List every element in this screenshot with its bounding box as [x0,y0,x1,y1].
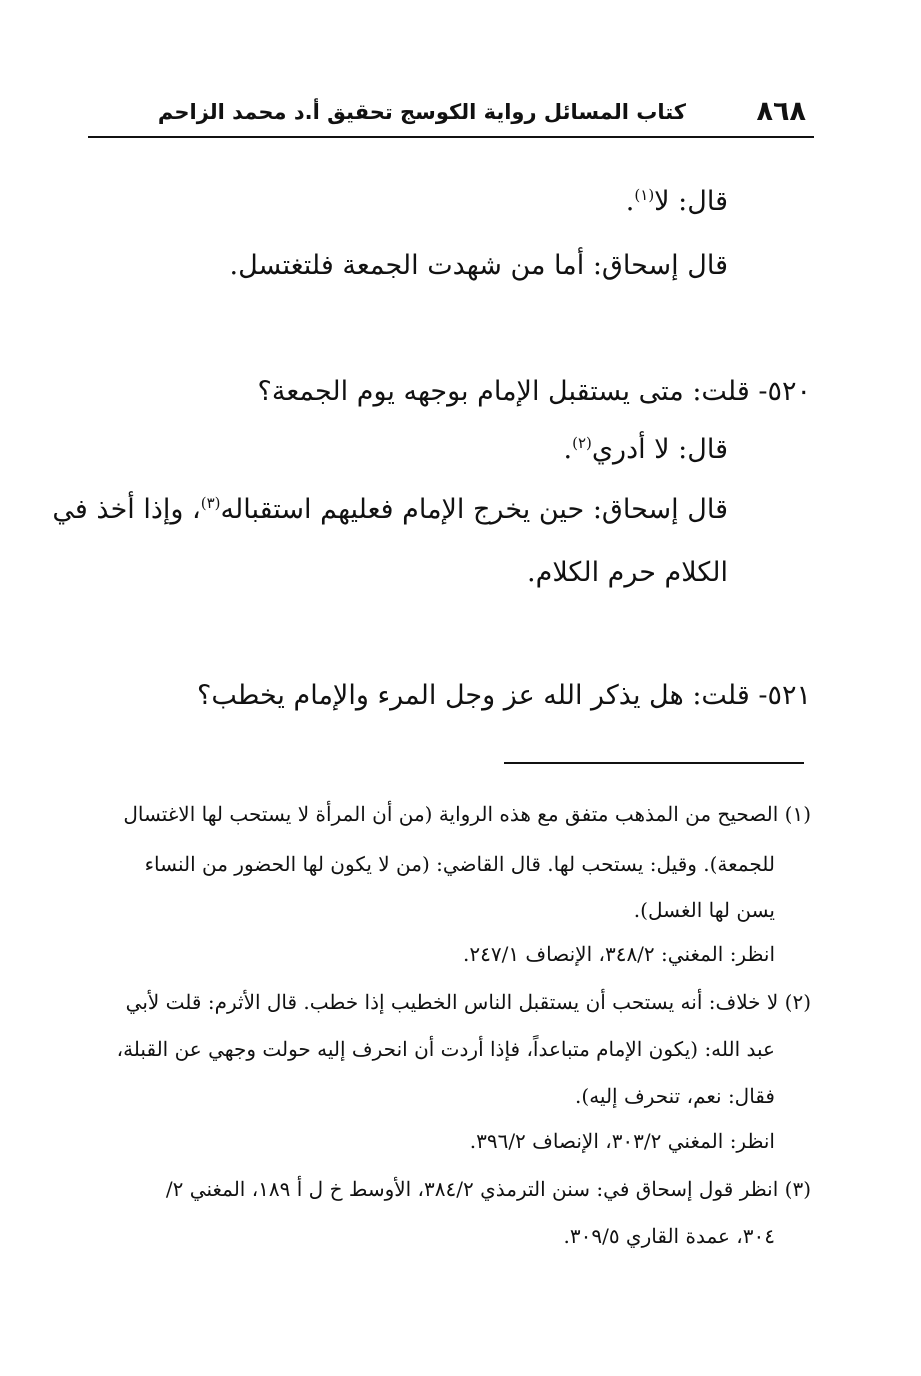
footnote-1-reference: انظر: المغني: ٣٤٨/٢، الإنصاف ٢٤٧/١. [463,942,775,966]
main-line-2: قال إسحاق: أما من شهدت الجمعة فلتغتسل. [229,250,728,281]
main-line-5 [52,494,728,525]
footnote-1-line-3: يسن لها الغسل). [633,898,775,922]
main-text: . [563,434,573,465]
main-line-1 [626,186,728,217]
footnote-ref-2: (٢) [572,434,592,452]
page-header [88,96,814,138]
footnote-ref-1: (١) [634,186,655,204]
main-text: ، وإذا أخذ في [52,494,201,525]
footnote-2-line-2: عبد الله: (يكون الإمام متباعداً، فإذا أردت أن انحرف إليه حولت وجهي عن القبلة، [116,1037,775,1061]
running-title: كتاب المسائل رواية الكوسج تحقيق أ.د محمد الزاحم [157,100,686,124]
question-521: ٥٢١- قلت: هل يذكر الله عز وجل المرء والإمام يخطب؟ [197,680,811,711]
question-520: ٥٢٠- قلت: متى يستقبل الإمام بوجهه يوم الجمعة؟ [257,376,811,407]
footnote-3-line-2: ٣٠٤، عمدة القاري ٣٠٩/٥. [563,1224,775,1248]
footnote-2-line-1: (٢) لا خلاف: أنه يستحب أن يستقبل الناس الخطيب إذا خطب. قال الأثرم: قلت لأبي [125,990,811,1014]
footnote-2-line-3: فقال: نعم، تنحرف إليه). [575,1084,775,1108]
footnote-ref-3: (٣) [200,494,221,512]
main-text: قال: لا أدري [591,434,728,465]
main-line-4 [564,434,728,465]
main-text: قال إسحاق: حين يخرج الإمام فعليهم استقباله [220,494,728,525]
page-number: ٨٦٨ [756,96,806,127]
footnote-1-line-2: للجمعة). وقيل: يستحب لها. قال القاضي: (من لا يكون لها الحضور من النساء [144,852,775,876]
footnote-2-reference: انظر: المغني ٣٠٣/٢، الإنصاف ٣٩٦/٢. [469,1129,775,1153]
footnote-3-line-1: (٣) انظر قول إسحاق في: سنن الترمذي ٣٨٤/٢، الأوسط خ ل أ ١٨٩، المغني ٢/ [165,1177,811,1201]
footnote-1-line-1: (١) الصحيح من المذهب متفق مع هذه الرواية (من أن المرأة لا يستحب لها الاغتسال [123,802,811,826]
main-text: . [625,186,635,217]
footnote-separator [504,762,804,764]
main-line-6: الكلام حرم الكلام. [527,557,728,588]
main-text: قال: لا [654,186,728,217]
